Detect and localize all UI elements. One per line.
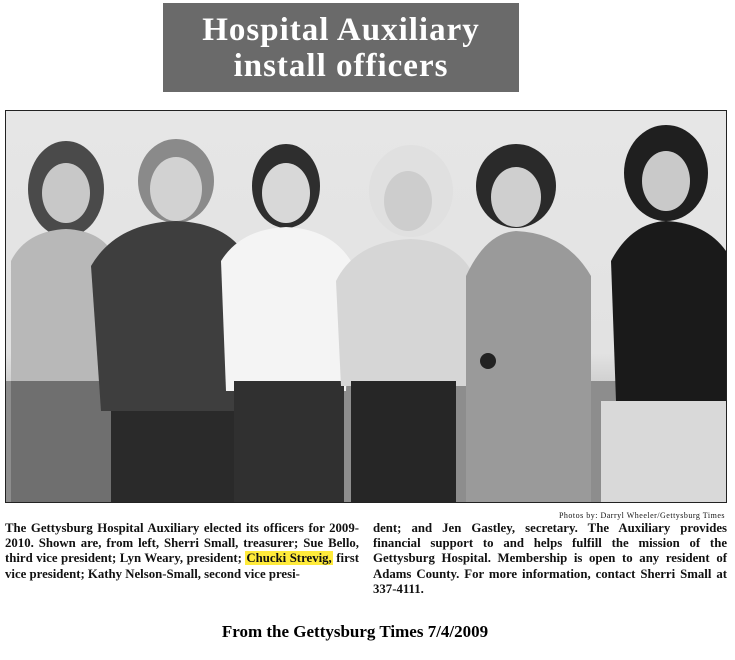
group-photo	[5, 110, 727, 503]
caption-column-1	[5, 521, 359, 597]
person-6	[601, 125, 726, 502]
headline-line-1: Hospital Auxiliary	[202, 11, 480, 48]
photo-credit: Photos by: Darryl Wheeler/Gettysburg Times	[558, 511, 725, 520]
caption-text-2: first vice president; Kathy Nelson-Small, second vice presi-	[5, 551, 359, 581]
photo-illustration	[6, 111, 726, 502]
caption-text-1: The Gettysburg Hospital Auxiliary elected its officers for 2009-2010. Shown are, from left, Sherri Small, treasurer; Sue Bello, third vice president; Lyn Weary, president;	[5, 521, 359, 566]
person-4	[336, 145, 476, 502]
highlighted-name: Chucki Strevig,	[246, 551, 332, 566]
person-3	[221, 144, 351, 502]
headline-line-2: install officers	[233, 47, 449, 84]
headline-banner	[163, 3, 519, 92]
person-5	[466, 144, 591, 502]
source-footer: From the Gettysburg Times 7/4/2009	[221, 622, 489, 641]
caption	[5, 521, 727, 597]
caption-column-2: dent; and Jen Gastley, secretary. The Auxiliary provides financial support to and helps fulfill the mission of the Gettysburg Hospital. Membership is open to any resident of Adams County. For more information, contact Sherri Small at 337-4111.	[373, 521, 727, 596]
